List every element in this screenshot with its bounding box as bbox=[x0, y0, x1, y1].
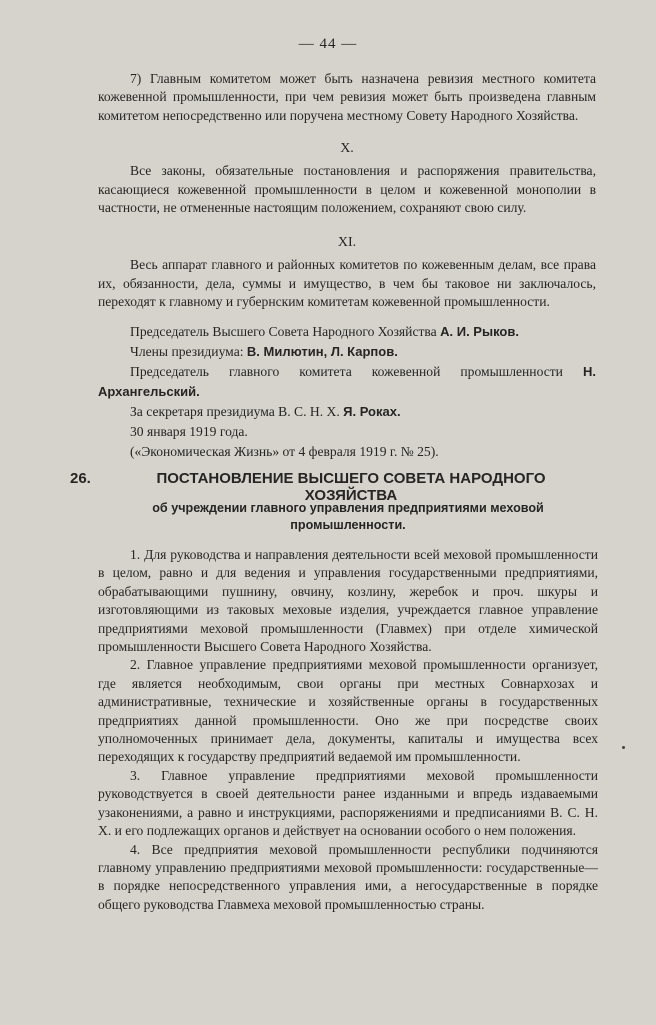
signature-committee-name: Н. Архангельский. bbox=[98, 364, 596, 399]
document-26-para-2: 2. Главное управление предприятиями меховой промышленности организует, где является необходимым, свои органы при местных Совнархозах и административные, технические и хозяйственные органы в государственных предприятиях данной промышленности. Оно же при посредстве своих уполномоченных принимает дела, документы, капиталы и имущества всех переходящих к государству предприятий ведаемой им промышленности. bbox=[98, 657, 598, 765]
document-26-para-4: 4. Все предприятия меховой промышленности республики подчиняются главному управлению предприятиями меховой промышленности: государственные—в порядке непосредственного управления ими, а негосударственные в порядке общего руководства Главмеха меховой промышленностью страны. bbox=[98, 841, 598, 912]
signature-committee-label: Председатель главного комитета кожевенной промышленности bbox=[130, 364, 563, 379]
signature-secretary-label: За секретаря президиума В. С. Н. Х. bbox=[130, 404, 340, 419]
signature-secretary bbox=[130, 402, 596, 422]
signature-chair-label: Председатель Высшего Совета Народного Хозяйства bbox=[130, 324, 437, 339]
document-26-para-3: 3. Главное управление предприятиями меховой промышленности руководствуется в своей деятельности ранее изданными и впредь издаваемыми узаконениями, а равно и инструкциями, распоряжениями и предписаниями В. С. Н. Х. и его подлежащих органов и действует на основании особого о нем положения. bbox=[98, 767, 598, 839]
section-10-text: Все законы, обязательные постановления и распоряжения правительства, касающиеся кожевенной промышленности в целом и кожевенной монополии в частности, не отмененные настоящим положением, сохраняют свою силу. bbox=[98, 163, 596, 216]
section-11-heading: XI. bbox=[337, 235, 357, 250]
signature-members bbox=[130, 342, 596, 362]
document-number: 26. bbox=[70, 470, 91, 487]
signature-date: 30 января 1919 года. bbox=[130, 424, 248, 439]
document-26-para-1: 1. Для руководства и направления деятельности всей меховой промышленности в целом, равно и для ведения и управления государственными предприятиями, обрабатывающими пушнину, овчину, козлину, жеребок и проч. шкуры и изготовляющими из таковых меховые изделия, учреждается главное управление предприятиями меховой промышленности (Главмех) при отделе химической промышленности Высшего Совета Народного Хозяйства. bbox=[98, 547, 598, 655]
signature-chair bbox=[130, 322, 596, 342]
page-number: — 44 — bbox=[298, 36, 358, 52]
section-10-heading: X. bbox=[340, 141, 354, 156]
signature-members-label: Члены президиума: bbox=[130, 344, 244, 359]
document-title: ПОСТАНОВЛЕНИЕ ВЫСШЕГО СОВЕТА НАРОДНОГО ХОЗЯЙСТВА bbox=[156, 470, 546, 504]
section-11-block bbox=[98, 234, 596, 312]
document-subtitle: об учреждении главного управления предприятиями меховой промышленности. bbox=[152, 501, 544, 532]
section-10-block bbox=[98, 140, 596, 218]
margin-mark bbox=[622, 746, 625, 749]
section-1-block bbox=[98, 70, 596, 125]
publication-source: («Экономическая Жизнь» от 4 февраля 1919 г. № 25). bbox=[130, 444, 439, 459]
paragraph-7: 7) Главным комитетом может быть назначена ревизия местного комитета кожевенной промышленности, при чем ревизия может быть произведена главным комитетом непосредственно или поручена местному Совету Народного Хозяйства. bbox=[98, 71, 596, 123]
section-11-text: Весь аппарат главного и районных комитетов по кожевенным делам, все права их, обязанности, дела, суммы и имущество, в чем бы таковое ни заключалось, переходят к главному и губернским комитетам кожевенной промышленности. bbox=[98, 257, 596, 310]
signature-members-names: В. Милютин, Л. Карпов. bbox=[246, 344, 398, 359]
signature-chair-name: А. И. Рыков. bbox=[440, 324, 519, 339]
document-26-body bbox=[98, 546, 598, 914]
signature-committee bbox=[98, 362, 596, 402]
signatures-block bbox=[98, 322, 596, 462]
signature-secretary-name: Я. Рокаx. bbox=[343, 404, 401, 419]
